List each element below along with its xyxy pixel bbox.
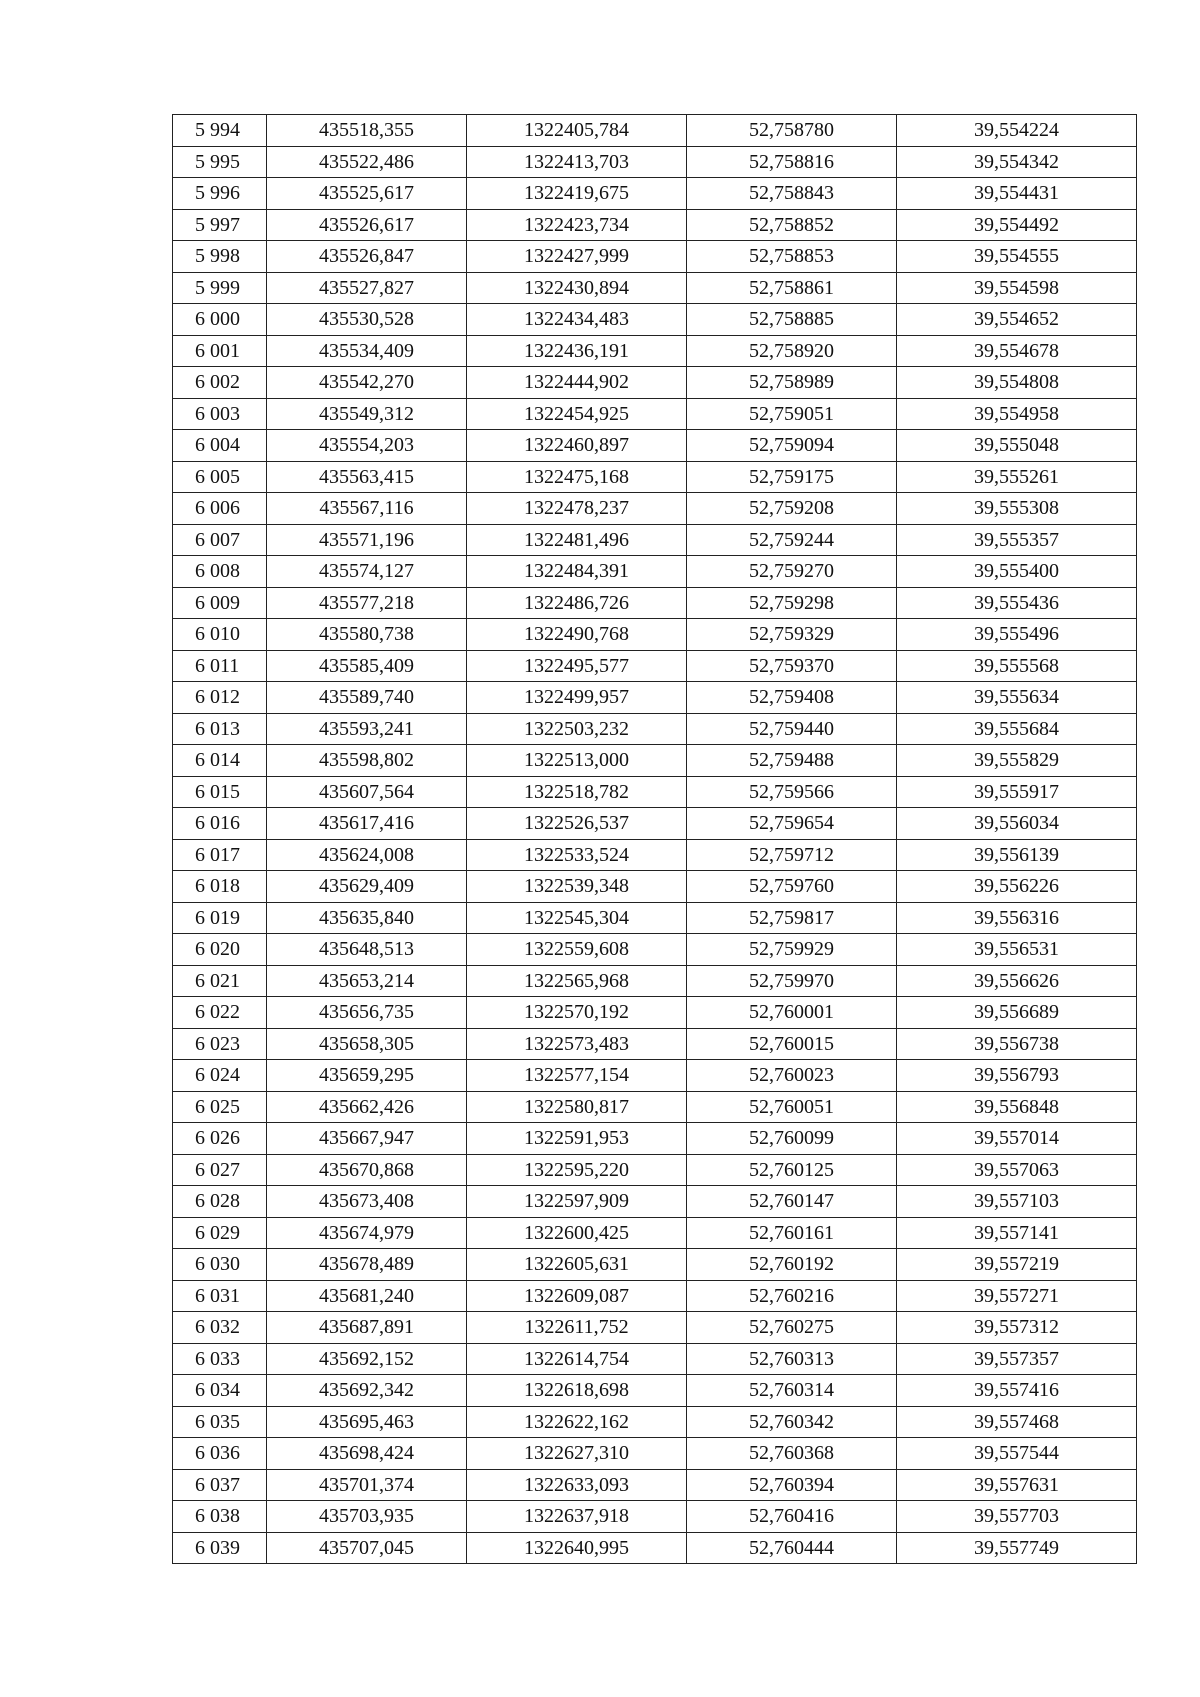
x-coordinate-cell: 435653,214: [267, 965, 467, 997]
latitude-cell: 52,759817: [687, 902, 897, 934]
x-coordinate-cell: 435585,409: [267, 650, 467, 682]
point-number-cell: 6 035: [173, 1406, 267, 1438]
latitude-cell: 52,759440: [687, 713, 897, 745]
latitude-cell: 52,759094: [687, 430, 897, 462]
latitude-cell: 52,759329: [687, 619, 897, 651]
point-number-cell: 6 013: [173, 713, 267, 745]
x-coordinate-cell: 435674,979: [267, 1217, 467, 1249]
longitude-cell: 39,554598: [897, 272, 1137, 304]
table-row: [173, 587, 1137, 619]
latitude-cell: 52,760314: [687, 1375, 897, 1407]
longitude-cell: 39,554492: [897, 209, 1137, 241]
x-coordinate-cell: 435574,127: [267, 556, 467, 588]
point-number-cell: 6 019: [173, 902, 267, 934]
latitude-cell: 52,758920: [687, 335, 897, 367]
table-row: [173, 241, 1137, 273]
y-coordinate-cell: 1322405,784: [467, 115, 687, 147]
latitude-cell: 52,759654: [687, 808, 897, 840]
longitude-cell: 39,554652: [897, 304, 1137, 336]
longitude-cell: 39,555684: [897, 713, 1137, 745]
latitude-cell: 52,760416: [687, 1501, 897, 1533]
point-number-cell: 6 003: [173, 398, 267, 430]
x-coordinate-cell: 435701,374: [267, 1469, 467, 1501]
x-coordinate-cell: 435673,408: [267, 1186, 467, 1218]
table-row: [173, 304, 1137, 336]
coordinates-table: [172, 114, 1137, 1564]
latitude-cell: 52,758853: [687, 241, 897, 273]
y-coordinate-cell: 1322484,391: [467, 556, 687, 588]
table-row: [173, 272, 1137, 304]
x-coordinate-cell: 435648,513: [267, 934, 467, 966]
longitude-cell: 39,557468: [897, 1406, 1137, 1438]
longitude-cell: 39,554808: [897, 367, 1137, 399]
longitude-cell: 39,557416: [897, 1375, 1137, 1407]
y-coordinate-cell: 1322640,995: [467, 1532, 687, 1564]
x-coordinate-cell: 435607,564: [267, 776, 467, 808]
y-coordinate-cell: 1322526,537: [467, 808, 687, 840]
table-row: [173, 367, 1137, 399]
table-row: [173, 1217, 1137, 1249]
longitude-cell: 39,555048: [897, 430, 1137, 462]
longitude-cell: 39,554342: [897, 146, 1137, 178]
x-coordinate-cell: 435658,305: [267, 1028, 467, 1060]
latitude-cell: 52,759760: [687, 871, 897, 903]
x-coordinate-cell: 435617,416: [267, 808, 467, 840]
latitude-cell: 52,759208: [687, 493, 897, 525]
table-row: [173, 1123, 1137, 1155]
longitude-cell: 39,555400: [897, 556, 1137, 588]
point-number-cell: 6 034: [173, 1375, 267, 1407]
longitude-cell: 39,554678: [897, 335, 1137, 367]
longitude-cell: 39,555829: [897, 745, 1137, 777]
longitude-cell: 39,557103: [897, 1186, 1137, 1218]
point-number-cell: 5 999: [173, 272, 267, 304]
x-coordinate-cell: 435518,355: [267, 115, 467, 147]
table-row: [173, 1469, 1137, 1501]
y-coordinate-cell: 1322533,524: [467, 839, 687, 871]
latitude-cell: 52,758816: [687, 146, 897, 178]
x-coordinate-cell: 435549,312: [267, 398, 467, 430]
x-coordinate-cell: 435525,617: [267, 178, 467, 210]
latitude-cell: 52,760394: [687, 1469, 897, 1501]
point-number-cell: 6 024: [173, 1060, 267, 1092]
x-coordinate-cell: 435567,116: [267, 493, 467, 525]
x-coordinate-cell: 435534,409: [267, 335, 467, 367]
latitude-cell: 52,759970: [687, 965, 897, 997]
y-coordinate-cell: 1322580,817: [467, 1091, 687, 1123]
x-coordinate-cell: 435522,486: [267, 146, 467, 178]
point-number-cell: 6 031: [173, 1280, 267, 1312]
longitude-cell: 39,557271: [897, 1280, 1137, 1312]
point-number-cell: 6 011: [173, 650, 267, 682]
point-number-cell: 6 001: [173, 335, 267, 367]
y-coordinate-cell: 1322573,483: [467, 1028, 687, 1060]
table-row: [173, 1406, 1137, 1438]
x-coordinate-cell: 435571,196: [267, 524, 467, 556]
y-coordinate-cell: 1322436,191: [467, 335, 687, 367]
table-row: [173, 461, 1137, 493]
y-coordinate-cell: 1322614,754: [467, 1343, 687, 1375]
longitude-cell: 39,557141: [897, 1217, 1137, 1249]
point-number-cell: 5 998: [173, 241, 267, 273]
y-coordinate-cell: 1322565,968: [467, 965, 687, 997]
longitude-cell: 39,556139: [897, 839, 1137, 871]
table-row: [173, 965, 1137, 997]
latitude-cell: 52,759929: [687, 934, 897, 966]
latitude-cell: 52,760368: [687, 1438, 897, 1470]
table-row: [173, 1375, 1137, 1407]
y-coordinate-cell: 1322600,425: [467, 1217, 687, 1249]
x-coordinate-cell: 435692,152: [267, 1343, 467, 1375]
longitude-cell: 39,555308: [897, 493, 1137, 525]
latitude-cell: 52,758861: [687, 272, 897, 304]
point-number-cell: 6 012: [173, 682, 267, 714]
y-coordinate-cell: 1322570,192: [467, 997, 687, 1029]
table-row: [173, 1343, 1137, 1375]
x-coordinate-cell: 435527,827: [267, 272, 467, 304]
x-coordinate-cell: 435629,409: [267, 871, 467, 903]
table-row: [173, 493, 1137, 525]
longitude-cell: 39,555568: [897, 650, 1137, 682]
table-row: [173, 1186, 1137, 1218]
point-number-cell: 6 030: [173, 1249, 267, 1281]
x-coordinate-cell: 435542,270: [267, 367, 467, 399]
latitude-cell: 52,760125: [687, 1154, 897, 1186]
point-number-cell: 5 997: [173, 209, 267, 241]
x-coordinate-cell: 435530,528: [267, 304, 467, 336]
table-row: [173, 1438, 1137, 1470]
x-coordinate-cell: 435526,847: [267, 241, 467, 273]
table-row: [173, 808, 1137, 840]
point-number-cell: 6 005: [173, 461, 267, 493]
coordinates-table-body: [173, 115, 1137, 1564]
table-row: [173, 934, 1137, 966]
point-number-cell: 6 022: [173, 997, 267, 1029]
table-row: [173, 1091, 1137, 1123]
point-number-cell: 6 025: [173, 1091, 267, 1123]
x-coordinate-cell: 435554,203: [267, 430, 467, 462]
x-coordinate-cell: 435681,240: [267, 1280, 467, 1312]
longitude-cell: 39,556689: [897, 997, 1137, 1029]
x-coordinate-cell: 435589,740: [267, 682, 467, 714]
latitude-cell: 52,760001: [687, 997, 897, 1029]
point-number-cell: 5 996: [173, 178, 267, 210]
point-number-cell: 6 014: [173, 745, 267, 777]
y-coordinate-cell: 1322622,162: [467, 1406, 687, 1438]
table-row: [173, 146, 1137, 178]
longitude-cell: 39,557357: [897, 1343, 1137, 1375]
point-number-cell: 6 023: [173, 1028, 267, 1060]
point-number-cell: 5 994: [173, 115, 267, 147]
longitude-cell: 39,555634: [897, 682, 1137, 714]
table-row: [173, 871, 1137, 903]
table-row: [173, 745, 1137, 777]
y-coordinate-cell: 1322444,902: [467, 367, 687, 399]
longitude-cell: 39,557014: [897, 1123, 1137, 1155]
longitude-cell: 39,555917: [897, 776, 1137, 808]
x-coordinate-cell: 435659,295: [267, 1060, 467, 1092]
latitude-cell: 52,759488: [687, 745, 897, 777]
x-coordinate-cell: 435703,935: [267, 1501, 467, 1533]
y-coordinate-cell: 1322481,496: [467, 524, 687, 556]
y-coordinate-cell: 1322539,348: [467, 871, 687, 903]
latitude-cell: 52,759244: [687, 524, 897, 556]
y-coordinate-cell: 1322605,631: [467, 1249, 687, 1281]
y-coordinate-cell: 1322427,999: [467, 241, 687, 273]
longitude-cell: 39,555436: [897, 587, 1137, 619]
longitude-cell: 39,557631: [897, 1469, 1137, 1501]
longitude-cell: 39,554958: [897, 398, 1137, 430]
point-number-cell: 6 004: [173, 430, 267, 462]
latitude-cell: 52,760444: [687, 1532, 897, 1564]
point-number-cell: 6 026: [173, 1123, 267, 1155]
latitude-cell: 52,758843: [687, 178, 897, 210]
longitude-cell: 39,554431: [897, 178, 1137, 210]
point-number-cell: 5 995: [173, 146, 267, 178]
y-coordinate-cell: 1322597,909: [467, 1186, 687, 1218]
latitude-cell: 52,758989: [687, 367, 897, 399]
table-row: [173, 430, 1137, 462]
y-coordinate-cell: 1322545,304: [467, 902, 687, 934]
latitude-cell: 52,759298: [687, 587, 897, 619]
point-number-cell: 6 002: [173, 367, 267, 399]
table-row: [173, 524, 1137, 556]
longitude-cell: 39,555496: [897, 619, 1137, 651]
table-row: [173, 1060, 1137, 1092]
point-number-cell: 6 038: [173, 1501, 267, 1533]
latitude-cell: 52,760313: [687, 1343, 897, 1375]
table-row: [173, 776, 1137, 808]
table-row: [173, 1249, 1137, 1281]
longitude-cell: 39,556531: [897, 934, 1137, 966]
table-row: [173, 997, 1137, 1029]
x-coordinate-cell: 435692,342: [267, 1375, 467, 1407]
latitude-cell: 52,759370: [687, 650, 897, 682]
table-row: [173, 1154, 1137, 1186]
latitude-cell: 52,760099: [687, 1123, 897, 1155]
y-coordinate-cell: 1322503,232: [467, 713, 687, 745]
x-coordinate-cell: 435577,218: [267, 587, 467, 619]
point-number-cell: 6 028: [173, 1186, 267, 1218]
longitude-cell: 39,555261: [897, 461, 1137, 493]
longitude-cell: 39,556034: [897, 808, 1137, 840]
point-number-cell: 6 032: [173, 1312, 267, 1344]
latitude-cell: 52,760342: [687, 1406, 897, 1438]
table-row: [173, 115, 1137, 147]
y-coordinate-cell: 1322595,220: [467, 1154, 687, 1186]
point-number-cell: 6 037: [173, 1469, 267, 1501]
y-coordinate-cell: 1322430,894: [467, 272, 687, 304]
y-coordinate-cell: 1322518,782: [467, 776, 687, 808]
latitude-cell: 52,760161: [687, 1217, 897, 1249]
longitude-cell: 39,557544: [897, 1438, 1137, 1470]
y-coordinate-cell: 1322460,897: [467, 430, 687, 462]
point-number-cell: 6 021: [173, 965, 267, 997]
y-coordinate-cell: 1322475,168: [467, 461, 687, 493]
y-coordinate-cell: 1322637,918: [467, 1501, 687, 1533]
table-row: [173, 1028, 1137, 1060]
latitude-cell: 52,758852: [687, 209, 897, 241]
longitude-cell: 39,556793: [897, 1060, 1137, 1092]
latitude-cell: 52,759051: [687, 398, 897, 430]
point-number-cell: 6 018: [173, 871, 267, 903]
point-number-cell: 6 039: [173, 1532, 267, 1564]
latitude-cell: 52,760015: [687, 1028, 897, 1060]
latitude-cell: 52,758780: [687, 115, 897, 147]
x-coordinate-cell: 435563,415: [267, 461, 467, 493]
latitude-cell: 52,760147: [687, 1186, 897, 1218]
y-coordinate-cell: 1322495,577: [467, 650, 687, 682]
x-coordinate-cell: 435580,738: [267, 619, 467, 651]
point-number-cell: 6 033: [173, 1343, 267, 1375]
table-row: [173, 902, 1137, 934]
x-coordinate-cell: 435598,802: [267, 745, 467, 777]
table-row: [173, 1501, 1137, 1533]
point-number-cell: 6 027: [173, 1154, 267, 1186]
point-number-cell: 6 016: [173, 808, 267, 840]
point-number-cell: 6 020: [173, 934, 267, 966]
y-coordinate-cell: 1322611,752: [467, 1312, 687, 1344]
y-coordinate-cell: 1322413,703: [467, 146, 687, 178]
longitude-cell: 39,557703: [897, 1501, 1137, 1533]
point-number-cell: 6 029: [173, 1217, 267, 1249]
x-coordinate-cell: 435670,868: [267, 1154, 467, 1186]
longitude-cell: 39,556738: [897, 1028, 1137, 1060]
x-coordinate-cell: 435662,426: [267, 1091, 467, 1123]
y-coordinate-cell: 1322454,925: [467, 398, 687, 430]
point-number-cell: 6 008: [173, 556, 267, 588]
latitude-cell: 52,760023: [687, 1060, 897, 1092]
latitude-cell: 52,759270: [687, 556, 897, 588]
table-row: [173, 335, 1137, 367]
x-coordinate-cell: 435656,735: [267, 997, 467, 1029]
point-number-cell: 6 010: [173, 619, 267, 651]
latitude-cell: 52,760192: [687, 1249, 897, 1281]
table-row: [173, 713, 1137, 745]
y-coordinate-cell: 1322423,734: [467, 209, 687, 241]
latitude-cell: 52,760216: [687, 1280, 897, 1312]
y-coordinate-cell: 1322627,310: [467, 1438, 687, 1470]
point-number-cell: 6 036: [173, 1438, 267, 1470]
longitude-cell: 39,556626: [897, 965, 1137, 997]
y-coordinate-cell: 1322633,093: [467, 1469, 687, 1501]
table-row: [173, 1280, 1137, 1312]
longitude-cell: 39,554555: [897, 241, 1137, 273]
point-number-cell: 6 017: [173, 839, 267, 871]
longitude-cell: 39,556316: [897, 902, 1137, 934]
x-coordinate-cell: 435667,947: [267, 1123, 467, 1155]
x-coordinate-cell: 435687,891: [267, 1312, 467, 1344]
table-row: [173, 398, 1137, 430]
x-coordinate-cell: 435593,241: [267, 713, 467, 745]
table-row: [173, 619, 1137, 651]
longitude-cell: 39,557749: [897, 1532, 1137, 1564]
y-coordinate-cell: 1322577,154: [467, 1060, 687, 1092]
longitude-cell: 39,557063: [897, 1154, 1137, 1186]
x-coordinate-cell: 435526,617: [267, 209, 467, 241]
longitude-cell: 39,556226: [897, 871, 1137, 903]
y-coordinate-cell: 1322591,953: [467, 1123, 687, 1155]
point-number-cell: 6 015: [173, 776, 267, 808]
longitude-cell: 39,556848: [897, 1091, 1137, 1123]
x-coordinate-cell: 435707,045: [267, 1532, 467, 1564]
table-row: [173, 1532, 1137, 1564]
table-row: [173, 650, 1137, 682]
latitude-cell: 52,759712: [687, 839, 897, 871]
latitude-cell: 52,760051: [687, 1091, 897, 1123]
table-row: [173, 178, 1137, 210]
x-coordinate-cell: 435624,008: [267, 839, 467, 871]
point-number-cell: 6 000: [173, 304, 267, 336]
y-coordinate-cell: 1322434,483: [467, 304, 687, 336]
point-number-cell: 6 007: [173, 524, 267, 556]
longitude-cell: 39,557312: [897, 1312, 1137, 1344]
table-row: [173, 556, 1137, 588]
table-row: [173, 839, 1137, 871]
latitude-cell: 52,759408: [687, 682, 897, 714]
latitude-cell: 52,758885: [687, 304, 897, 336]
y-coordinate-cell: 1322486,726: [467, 587, 687, 619]
point-number-cell: 6 006: [173, 493, 267, 525]
x-coordinate-cell: 435695,463: [267, 1406, 467, 1438]
y-coordinate-cell: 1322609,087: [467, 1280, 687, 1312]
y-coordinate-cell: 1322419,675: [467, 178, 687, 210]
longitude-cell: 39,557219: [897, 1249, 1137, 1281]
y-coordinate-cell: 1322499,957: [467, 682, 687, 714]
x-coordinate-cell: 435635,840: [267, 902, 467, 934]
latitude-cell: 52,759566: [687, 776, 897, 808]
y-coordinate-cell: 1322618,698: [467, 1375, 687, 1407]
y-coordinate-cell: 1322513,000: [467, 745, 687, 777]
point-number-cell: 6 009: [173, 587, 267, 619]
x-coordinate-cell: 435678,489: [267, 1249, 467, 1281]
table-row: [173, 682, 1137, 714]
table-row: [173, 209, 1137, 241]
y-coordinate-cell: 1322478,237: [467, 493, 687, 525]
latitude-cell: 52,760275: [687, 1312, 897, 1344]
latitude-cell: 52,759175: [687, 461, 897, 493]
x-coordinate-cell: 435698,424: [267, 1438, 467, 1470]
y-coordinate-cell: 1322490,768: [467, 619, 687, 651]
longitude-cell: 39,554224: [897, 115, 1137, 147]
y-coordinate-cell: 1322559,608: [467, 934, 687, 966]
longitude-cell: 39,555357: [897, 524, 1137, 556]
table-row: [173, 1312, 1137, 1344]
